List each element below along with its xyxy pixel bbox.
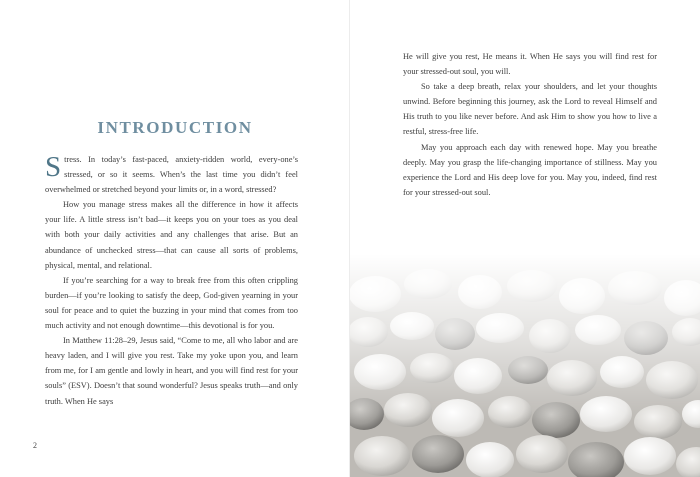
pebbles-illustration — [350, 254, 700, 477]
right-page — [350, 0, 700, 477]
page-number: 2 — [33, 441, 37, 450]
paragraph-7: May you approach each day with renewed hope. May you breathe deeply. May you grasp the life-changing importance of stillness. May you experience the Lord and His deep love for you. May you, indeed, find rest for your stressed-out soul. — [403, 142, 657, 197]
pebbles-photo — [350, 254, 700, 477]
paragraph-3: If you’re searching for a way to break free from this often crippling burden—if you’re looking to satisfy the deep, God-given yearning in your soul for peace and to quiet the buzzing in your mind that comes from too much activity and not enough downtime—this devotional is for you. — [45, 275, 298, 331]
chapter-title: INTRODUCTION — [97, 118, 253, 137]
paragraph-5: He will give you rest, He means it. When He says you will find rest for your stressed-out soul, you will. — [403, 52, 657, 77]
introduction-body — [45, 152, 298, 409]
continued-body — [403, 49, 657, 200]
paragraph-4: In Matthew 11:28–29, Jesus said, “Come to me, all who labor and are heavy laden, and I will give you rest. Take my yoke upon you, and learn from me, for I am gentle and lowly in heart, and you will find rest for your souls” (ESV). Doesn’t that sound wonderful? Jesus speaks truth—and only truth. When He says — [45, 336, 298, 406]
drop-cap: S — [45, 151, 62, 183]
paragraph-1 — [45, 152, 298, 197]
paragraph-2: How you manage stress makes all the difference in how it affects your life. A little stress isn’t bad—it keeps you on your toes as you deal with both your daily activities and any challenges that arise. But an abundance of unchecked stress—that can cause all sorts of problems, physical, mental, and relational. — [45, 200, 298, 270]
paragraph-1-text: tress. In today’s fast-paced, anxiety-ridden world, every-one’s stressed, or so it seems. When’s the last time you didn’t feel overwhelmed or stretched beyond your limits or, in a word, stressed? — [45, 155, 298, 195]
paragraph-6: So take a deep breath, relax your shoulders, and let your thoughts unwind. Before beginning this journey, ask the Lord to reveal Himself and His truth to you like never before. And ask Him to show you how to live a restful, stress-free life. — [403, 82, 657, 137]
